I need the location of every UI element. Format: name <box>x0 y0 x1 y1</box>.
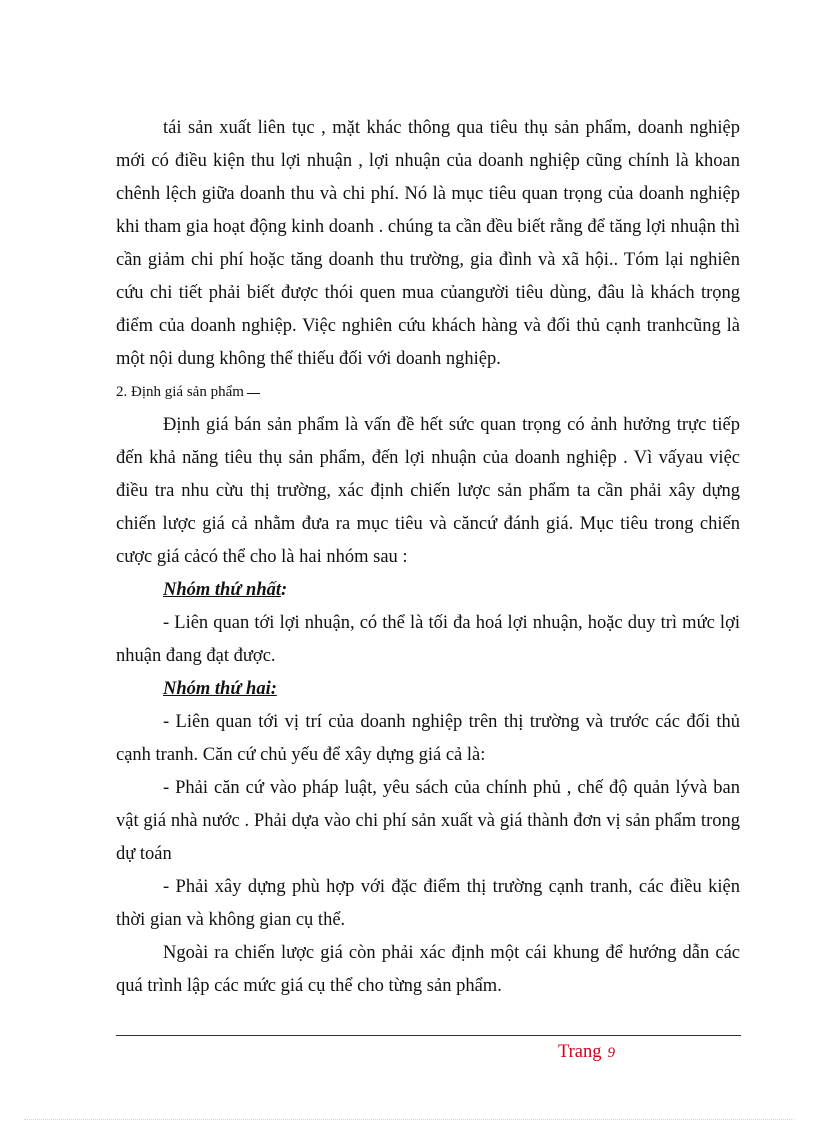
group-one-title-colon: : <box>281 580 288 600</box>
group-one-title-text: Nhóm thứ nhất <box>163 580 282 600</box>
paragraph-market-fit: - Phải xây dựng phù hợp với đặc điểm thị trường cạnh tranh, các điều kiện thời gian và không gian cụ thể. <box>116 877 740 930</box>
group-one-title <box>116 574 740 607</box>
paragraph-group-two-item: - Liên quan tới vị trí của doanh nghiệp trên thị trường và trước các đối thủ cạnh tranh. Căn cứ chủ yếu để xây dựng giá cả là: <box>116 712 740 765</box>
group-two-title <box>116 673 740 706</box>
paragraph-group-one-item: - Liên quan tới lợi nhuận, có thể là tối đa hoá lợi nhuận, hoặc duy trì mức lợi nhuận đang đạt được. <box>116 613 740 666</box>
footer-page-number: 9 <box>607 1045 616 1061</box>
section-heading-text: 2. Định giá sản phẩm <box>116 384 244 400</box>
paragraph-price-framework: Ngoài ra chiến lược giá còn phải xác định một cái khung để hướng dẫn các quá trình lập các mức giá cụ thể cho từng sản phẩm. <box>116 943 740 996</box>
page-bottom-edge <box>24 1119 794 1120</box>
paragraph-pricing-intro: Định giá bán sản phẩm là vấn đề hết sức quan trọng có ảnh hưởng trực tiếp đến khả năng tiêu thụ sản phẩm, đến lợi nhuận của doanh nghiệp . Vì vấyau việc điều tra nhu cừu thị trường, xác định chiến lược sản phẩm ta cần phải xây dựng chiến lược giá cả nhằm đưa ra mục tiêu và căncứ đánh giá. Mục tiêu trong chiến cược giá cảcó thể cho là hai nhóm sau : <box>116 415 740 567</box>
document-body <box>116 112 740 1003</box>
paragraph-profit: tái sản xuất liên tục , mặt khác thông qua tiêu thụ sản phẩm, doanh nghiệp mới có điều kiện thu lợi nhuận , lợi nhuận của doanh nghiệp cũng chính là khoan chênh lệch giữa doanh thu và chi phí. Nó là mục tiêu quan trọng của doanh nghiệp khi tham gia hoạt động kinh doanh . chúng ta cần đều biết rằng để tăng lợi nhuận thì cần giảm chi phí hoặc tăng doanh thu trường, gia đình và xã hội.. Tóm lại nghiên cứu chi tiết phải biết được thói quen mua củangười tiêu dùng, đâu là khách trọng điểm của doanh nghiệp. Việc nghiên cứu khách hàng và đối thủ cạnh tranhcũng là một nội dung không thể thiếu đối với doanh nghiệp. <box>116 118 740 369</box>
heading-underline-fill <box>247 393 260 394</box>
footer-divider <box>116 1035 741 1036</box>
page-footer <box>558 1040 615 1065</box>
group-two-title-text: Nhóm thứ hai: <box>163 679 277 699</box>
section-heading-pricing <box>116 376 740 409</box>
paragraph-law-basis: - Phải căn cứ vào pháp luật, yêu sách của chính phủ , chế độ quản lývà ban vật giá nhà nước . Phải dựa vào chi phí sản xuất và giá thành đơn vị sản phẩm trong dự toán <box>116 778 740 864</box>
footer-page-label: Trang <box>558 1042 602 1062</box>
